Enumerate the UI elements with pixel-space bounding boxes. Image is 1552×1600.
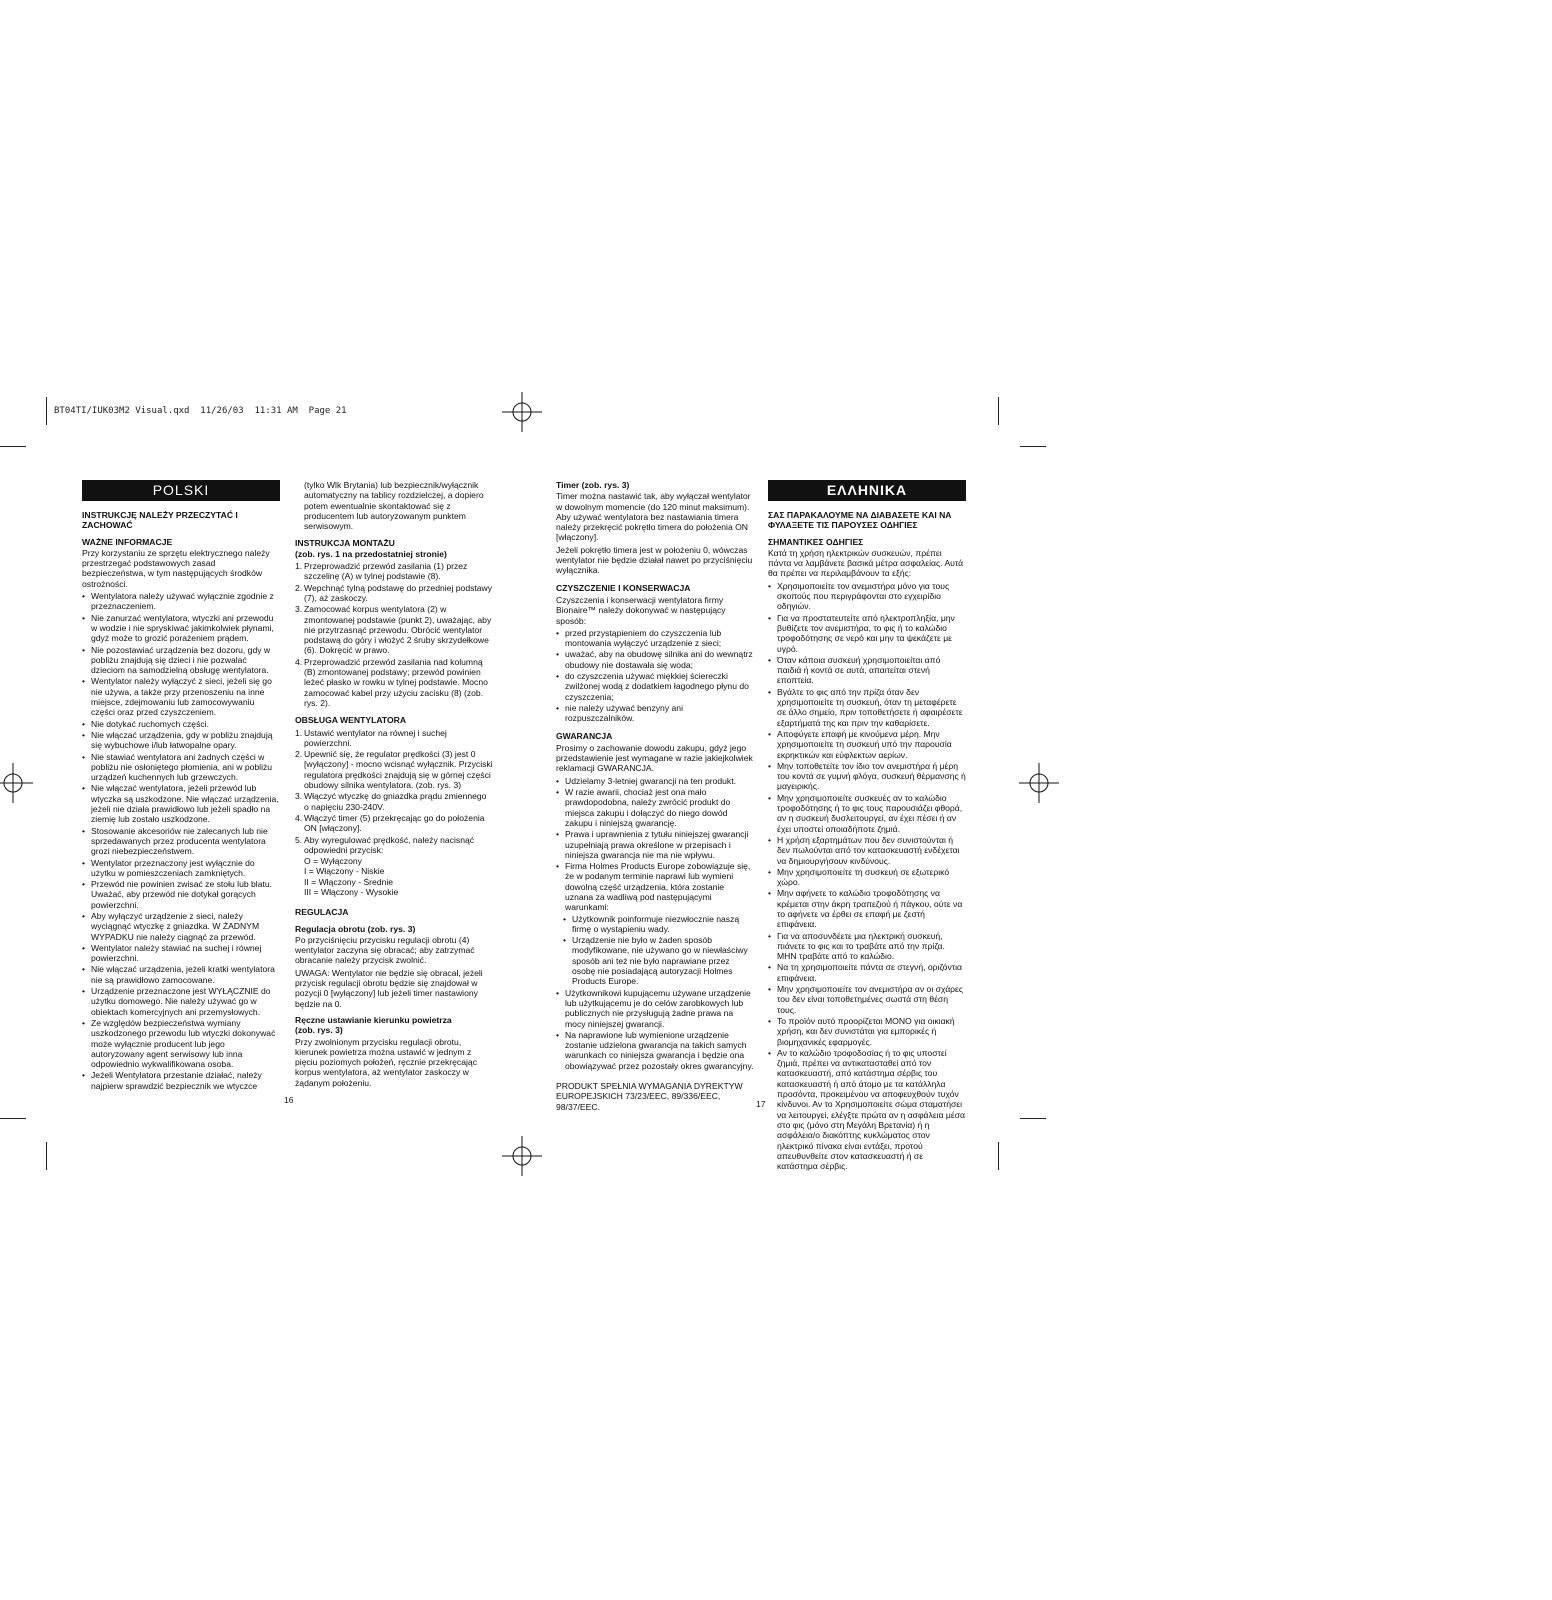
section-title-polish: POLSKI — [82, 480, 280, 501]
registration-mark-left — [0, 762, 34, 804]
page-number-right: 17 — [756, 1099, 766, 1109]
registration-mark-right — [1018, 762, 1060, 804]
speed-setting: III = Włączony - Wysokie — [304, 886, 399, 897]
warranty-intro: Prosimy o zachowanie dowodu zakupu, gdyż jego przedstawienie jest wymagane w razie jakiejkolwiek reklamacji GWARANCJA. — [556, 742, 753, 774]
list-item: • Nie włączać urządzenia, gdy w pobliżu znajdują się wybuchowe i/lub łatwopalne opary. — [82, 730, 280, 751]
list-item: • Μην χρησιμοποιείτε τον ανεμιστήρα αν οι σχάρες του δεν είναι τοποθετημένες σωστά στη θέση τους. — [768, 984, 966, 1015]
list-item: • Nie włączać wentylatora, jeżeli przewód lub wtyczka są uszkodzone. Nie włączać urządzenia, jeżeli nie działa prawidłowo lub jeżeli spadło na ziemię lub zostało uszkodzone. — [82, 783, 280, 824]
heading-regulation: REGULACJA — [295, 907, 349, 918]
warranty-list — [556, 776, 754, 913]
safety-list-greek — [768, 581, 966, 1172]
list-item: • Wentylator należy wyłączyć z sieci, jeżeli się go nie używa, a także przy przenoszeniu na inne miejsce, zdejmowaniu lub zamocowywaniu części oraz przed czyszczeniem. — [82, 676, 280, 717]
list-item: • Na naprawione lub wymienione urządzenie zostanie udzielona gwarancja na takich samych warunkach co niniejsza gwarancja i będzie ona obowiązywać przez pozostały okres gwarancyjny. — [556, 1030, 754, 1071]
registration-mark-bottom — [501, 1135, 543, 1177]
list-item: 2. Wepchnąć tylną podstawę do przedniej podstawy (7), aż zaskoczy. — [295, 582, 493, 603]
list-item: • Nie dotykać ruchomych części. — [82, 719, 280, 729]
list-item: • uważać, aby na obudowę silnika ani do wewnątrz obudowy nie dostawała się woda; — [556, 649, 754, 670]
list-item: • Για να αποσυνδέετε μια ηλεκτρική συσκευή, πιάνετε το φις και το τραβάτε από την πρίζα. ΜΗΝ τραβάτε από το καλώδιο. — [768, 931, 966, 962]
speed-setting: O = Wyłączony — [304, 856, 362, 867]
cleaning-intro: Czyszczenia i konserwacji wentylatora firmy Bionaire™ należy dokonywać w następujący sposób: — [556, 594, 726, 626]
heading-read-instructions: INSTRUKCJĘ NALEŻY PRZECZYTAĆ I ZACHOWAĆ — [82, 510, 238, 531]
list-item: 2. Upewnić się, że regulator prędkości (3) jest 0 [wyłączony] - mocno wcisnąć wyłącznik. Przyciski regulatora prędkości znajdują się w górnej części obudowy silnika wentylatora. (zob. rys. 3) — [295, 749, 493, 791]
list-item: • W razie awarii, chociaż jest ona mało prawdopodobna, należy zwrócić produkt do miejsca zakupu i dołączyć do niego dowód zakupu i niniejszą gwarancję. — [556, 787, 754, 828]
list-item: • Μην χρησιμοποιείτε τη συσκευή σε εξωτερικό χώρο. — [768, 867, 966, 888]
warranty-list-2 — [556, 988, 754, 1071]
column-polish-1 — [82, 480, 280, 1092]
heading-read-instructions-greek: ΣΑΣ ΠΑΡΑΚΑΛΟΥΜΕ ΝΑ ΔΙΑΒΑΣΕΤΕ ΚΑΙ ΝΑ ΦΥΛΑΞΕΤΕ ΤΙΣ ΠΑΡΟΥΣΕΣ ΟΔΗΓΙΕΣ — [768, 510, 952, 531]
crop-mark-right-lower-vertical — [998, 1142, 999, 1170]
crop-mark-left-bottom — [0, 1118, 26, 1119]
cleaning-list — [556, 628, 754, 724]
heading-tilt: Ręczne ustawianie kierunku powietrza (zob. rys. 3) — [295, 1014, 452, 1036]
safety-list — [82, 591, 280, 1091]
list-item: • Αν το καλώδιο τροφοδοσίας ή το φις υποστεί ζημιά, πρέπει να αντικατασταθεί από τον κατασκευαστή, από κατάστημα σέρβις του κατασκευαστή ή από άτομο με τα κατάλληλα προσόντα, προκειμένου να αποφευχθούν τυχόν κίνδυνοι. Αν το Χρησιμοποιείτε σώμα σταματήσει να λειτουργεί, ελέγξτε πρώτα αν η ασφάλεια μέσα στο φις (μόνο στη Μεγάλη Βρετανία) ή η ασφάλεια/ο διακόπτης κυκλώματος στον ηλεκτρικό πίνακα είναι εντάξει, προτού απευθυνθείτε στον κατασκευαστή ή σε κατάστημα σέρβις. — [768, 1048, 966, 1172]
column-polish-3 — [556, 480, 754, 1114]
list-item: • Να τη χρησιμοποιείτε πάντα σε στεγνή, οριζόντια επιφάνεια. — [768, 962, 966, 983]
heading-oscillation: Regulacja obrotu (zob. rys. 3) — [295, 923, 416, 934]
page-number-left: 16 — [284, 1095, 294, 1105]
list-item: • Wentylator należy stawiać na suchej i równej powierzchni. — [82, 943, 280, 964]
column-greek — [768, 480, 966, 1172]
oscillation-text: Po przyciśnięciu przycisku regulacji obrotu (4) wentylator zaczyna się obracać; aby zatrzymać obracanie należy przycisk zwolnić. — [295, 934, 475, 966]
list-item: • Ze względów bezpieczeństwa wymiany uszkodzonego przewodu lub wtyczki dokonywać może wyłącznie producent lub jego autoryzowany agent serwisowy lub inna odpowiednio wykwalifikowana osoba. — [82, 1018, 280, 1069]
crop-mark-left-lower-vertical — [46, 1142, 47, 1170]
list-item: • Użytkownik poinformuje niezwłocznie naszą firmę o wystąpieniu wady. — [556, 914, 754, 935]
list-item: • Urządzenie nie było w żaden sposób modyfikowane, nie używano go w niewłaściwy sposób ani też nie było naprawiane przez osobę nie posiadającą autoryzacji Holmes Products Europe. — [556, 935, 754, 986]
list-item: 3. Zamocować korpus wentylatora (2) w zmontowanej podstawie (punkt 2), uważając, aby nie przytrzasnąć przewodu. Obrócić wentylator podstawą do góry i włożyć 2 śruby skrzydełkowe (6). Dokręcić w prawo. — [295, 604, 492, 656]
list-item: 4. Włączyć timer (5) przekręcając go do położenia ON [włączony]. — [295, 812, 485, 834]
list-item: • Przewód nie powinien zwisać ze stołu lub blatu. Uważać, aby przewód nie dotykał gorących powierzchni. — [82, 879, 280, 910]
crop-mark-right-top — [1020, 446, 1046, 447]
continuation-text: (tylko Wlk Brytania) lub bezpiecznik/wyłącznik automatyczny na tablicy rozdzielczej, a dopiero potem ewentualnie skontaktować się z producentem lub autoryzowanym punktem serwisowym. — [304, 480, 484, 532]
list-item: • Firma Holmes Products Europe zobowiązuje się, że w podanym terminie naprawi lub wymieni dowolną część urządzenia, która zostanie uznana za wadliwą pod następującymi warunkami: — [556, 861, 754, 912]
list-item: • przed przystąpieniem do czyszczenia lub montowania wyłączyć urządzenie z sieci; — [556, 628, 754, 649]
list-item: • Όταν κάποια συσκευή χρησιμοποιείται από παιδιά ή κοντά σε αυτά, απαιτείται στενή εποπτεία. — [768, 655, 966, 686]
list-item: • Nie pozostawiać urządzenia bez dozoru, gdy w pobliżu znajdują się dzieci i nie pozwalać dzieciom na samodzielną obsługę wentylatora. — [82, 645, 280, 676]
list-item: • do czyszczenia używać miękkiej ściereczki zwilżonej wodą z dodatkiem łagodnego płynu do czyszczenia; — [556, 671, 754, 702]
list-item: • Użytkownikowi kupującemu używane urządzenie lub użytkującemu je do celów zarobkowych lub publicznych nie przysługują żadne prawa na mocy niniejszej gwarancji. — [556, 988, 754, 1029]
list-item: 3. Włączyć wtyczkę do gniazdka prądu zmiennego o napięciu 230-240V. — [295, 791, 487, 812]
heading-warranty: GWARANCJA — [556, 730, 613, 741]
list-item: • Το προϊόν αυτό προορίζεται ΜΟΝΟ για οικιακή χρήση, και δεν συνιστάται για εμπορικές ή βιομηχανικές εφαρμογές. — [768, 1016, 966, 1047]
list-item: • Για να προστατευτείτε από ηλεκτροπληξία, μην βυθίζετε τον ανεμιστήρα, το φις ή το καλώδιο τροφοδότησης σε νερό και μην τα ψεκάζετε με υγρό. — [768, 613, 966, 654]
crop-mark-left-top — [0, 446, 26, 447]
list-item: • Jeżeli Wentylatora przestanie działać, należy najpierw sprawdzić bezpiecznik we wtyczce — [82, 1070, 280, 1091]
list-item: • Nie zanurzać wentylatora, wtyczki ani przewodu w wodzie i nie spryskiwać jakimkolwiek płynami, gdyż może to grozić porażeniem prądem. — [82, 613, 280, 644]
compliance-text: PRODUKT SPEŁNIA WYMAGANIA DYREKTYW EUROPEJSKICH 73/23/EEC, 89/336/EEC, 98/37/EEC. — [556, 1081, 743, 1112]
tilt-text: Przy zwolnionym przycisku regulacji obrotu, kierunek powietrza można ustawić w jednym z pięciu poziomych położeń, ręcznie przekręcając korpus wentylatora, aż wentylator zaskoczy w żądanym położeniu. — [295, 1036, 477, 1088]
list-item: • Η χρήση εξαρτημάτων που δεν συνιστούνται ή δεν πωλούνται από τον κατασκευαστή ενδέχεται να δημιουργήσουν κινδύνους. — [768, 835, 966, 866]
crop-mark-right-upper-vertical — [998, 397, 999, 425]
warranty-conditions — [556, 914, 754, 987]
subheading-important: WAŻNE INFORMACJE — [82, 536, 173, 547]
list-item: • Μην χρησιμοποιείτε συσκευές αν το καλώδιο τροφοδότησης ή το φις τους παρουσιάζει φθορά, αν η συσκευή δυσλειτουργεί, αν έχει πέσει ή αν έχει υποστεί οποιαδήποτε ζημιά. — [768, 793, 966, 834]
heading-assembly: INSTRUKCJA MONTAŻU (zob. rys. 1 na przedostatniej stronie) — [295, 538, 447, 559]
list-item: • Stosowanie akcesoriów nie zalecanych lub nie sprzedawanych przez producenta wentylatora grozi niebezpieczeństwem. — [82, 826, 280, 857]
speed-settings — [295, 856, 493, 897]
list-item: • Wentylatora należy używać wyłącznie zgodnie z przeznaczeniem. — [82, 591, 280, 612]
list-item: 1. Przeprowadzić przewód zasilania (1) przez szczelinę (A) w tylnej podstawie (8). — [295, 561, 468, 582]
list-item: • Μην αφήνετε το καλώδιο τροφοδότησης να κρέμεται στην άκρη τραπεζιού ή πάγκου, ούτε να το αφήνετε να έρθει σε επαφή με ζεστή επιφάνεια. — [768, 888, 966, 929]
list-item: • Βγάλτε το φις από την πρίζα όταν δεν χρησιμοποιείτε τη συσκευή, όταν τη μεταφέρετε σε άλλο σημείο, πριν τοποθετήσετε ή αφαιρέσετε εξαρτήματά της και πριν την καθαρίσετε. — [768, 687, 966, 728]
registration-mark-top — [501, 391, 543, 433]
list-item: 1. Ustawić wentylator na równej i suchej powierzchni. — [295, 727, 447, 748]
list-item: • Wentylator przeznaczony jest wyłącznie do użytku w pomieszczeniach zamkniętych. — [82, 858, 280, 879]
timer-text: Jeżeli pokrętło timera jest w położeniu 0, wówczas wentylator nie będzie działał nawet po przyciśnięciu wyłącznika. — [556, 544, 753, 576]
list-item: • Αποφύγετε επαφή με κινούμενα μέρη. Μην χρησιμοποιείτε τη συσκευή υπό την παρουσία εκρηκτικών και εύφλεκτων αερίων. — [768, 729, 966, 760]
list-item: 4. Przeprowadzić przewód zasilania nad kolumną (B) zmontowanej podstawy; przewód powinien leżeć płasko w rowku w tylnej podstawie. Mocno zamocować kabel przy użyciu zacisku (8) (zob. rys. 2). — [295, 656, 488, 708]
list-item: • Μην τοποθετείτε τον ίδιο τον ανεμιστήρα ή μέρη του κοντά σε γυμνή φλόγα, συσκευή θέρμανσης ή μαγειρικής. — [768, 761, 966, 792]
list-item: • Aby wyłączyć urządzenie z sieci, należy wyciągnąć wtyczkę z gniazdka. W ŻADNYM WYPADKU nie należy ciągnąć za przewód. — [82, 911, 280, 942]
heading-cleaning: CZYSZCZENIE I KONSERWACJA — [556, 582, 691, 593]
timer-text: Timer można nastawić tak, aby wyłączał wentylator w dowolnym momencie (do 120 minut maksimum). Aby używać wentylatora bez nastawiania timera należy przekręcić pokrętło timera do położenia ON [włączony]. — [556, 491, 751, 543]
list-item: • Nie stawiać wentylatora ani żadnych części w pobliżu nie osłoniętego płomienia, ani w pobliżu urządzeń kuchennych lub grzewczych. — [82, 752, 280, 783]
column-polish-2 — [295, 480, 493, 1090]
crop-mark-left-upper-vertical — [46, 397, 47, 425]
list-item: • Udzielamy 3-letniej gwarancji na ten produkt. — [556, 776, 754, 786]
assembly-steps — [295, 561, 493, 708]
crop-mark-right-bottom — [1020, 1118, 1046, 1119]
list-item: • Χρησιμοποιείτε τον ανεμιστήρα μόνο για τους σκοπούς που περιγράφονται στο εγχειρίδιο οδηγιών. — [768, 581, 966, 612]
list-item: • Nie włączać urządzenia, jeżeli kratki wentylatora nie są prawidłowo zamocowane. — [82, 964, 280, 985]
operation-steps — [295, 728, 493, 856]
list-item: • nie należy używać benzyny ani rozpuszczalników. — [556, 703, 754, 724]
intro-text-greek: Κατά τη χρήση ηλεκτρικών συσκευών, πρέπει πάντα να λαμβάνετε βασικά μέτρα ασφαλείας. Αυτά θα πρέπει να περιλαμβάνουν τα εξής: — [768, 547, 964, 579]
note-text: UWAGA: Wentylator nie będzie się obracał, jeżeli przycisk regulacji obrotu będzie się znajdował w pozycji 0 [wyłączony] lub jeżeli timer nastawiony będzie na 0. — [295, 967, 483, 1009]
speed-setting: II = Włączony - Średnie — [304, 876, 394, 887]
section-title-greek: ΕΛΛΗΝΙΚΑ — [768, 480, 966, 501]
subheading-important-greek: ΣΗΜΑΝΤΙΚΕΣ ΟΔΗΓΙΕΣ — [768, 536, 864, 547]
speed-setting: I = Włączony - Niskie — [304, 866, 385, 877]
heading-timer: Timer (zob. rys. 3) — [556, 480, 630, 490]
list-item: 5. Aby wyregulować prędkość, należy nacisnąć odpowiedni przycisk: — [295, 834, 475, 855]
list-item: • Prawa i uprawnienia z tytułu niniejszej gwarancji uzupełniają prawa określone w przepisach i niniejsza gwarancja nie ma nie wpływu. — [556, 829, 754, 860]
list-item: • Urządzenie przeznaczone jest WYŁĄCZNIE do użytku domowego. Nie należy używać go w obiektach komercyjnych ani przemysłowych. — [82, 986, 280, 1017]
heading-operation: OBSŁUGA WENTYLATORA — [295, 715, 407, 726]
intro-text: Przy korzystaniu ze sprzętu elektrycznego należy przestrzegać podstawowych zasad bezpieczeństwa, w tym następujących środków ostrożności. — [82, 547, 270, 589]
file-slug: BT04TI/IUK03M2 Visual.qxd 11/26/03 11:31 AM Page 21 — [54, 406, 347, 416]
